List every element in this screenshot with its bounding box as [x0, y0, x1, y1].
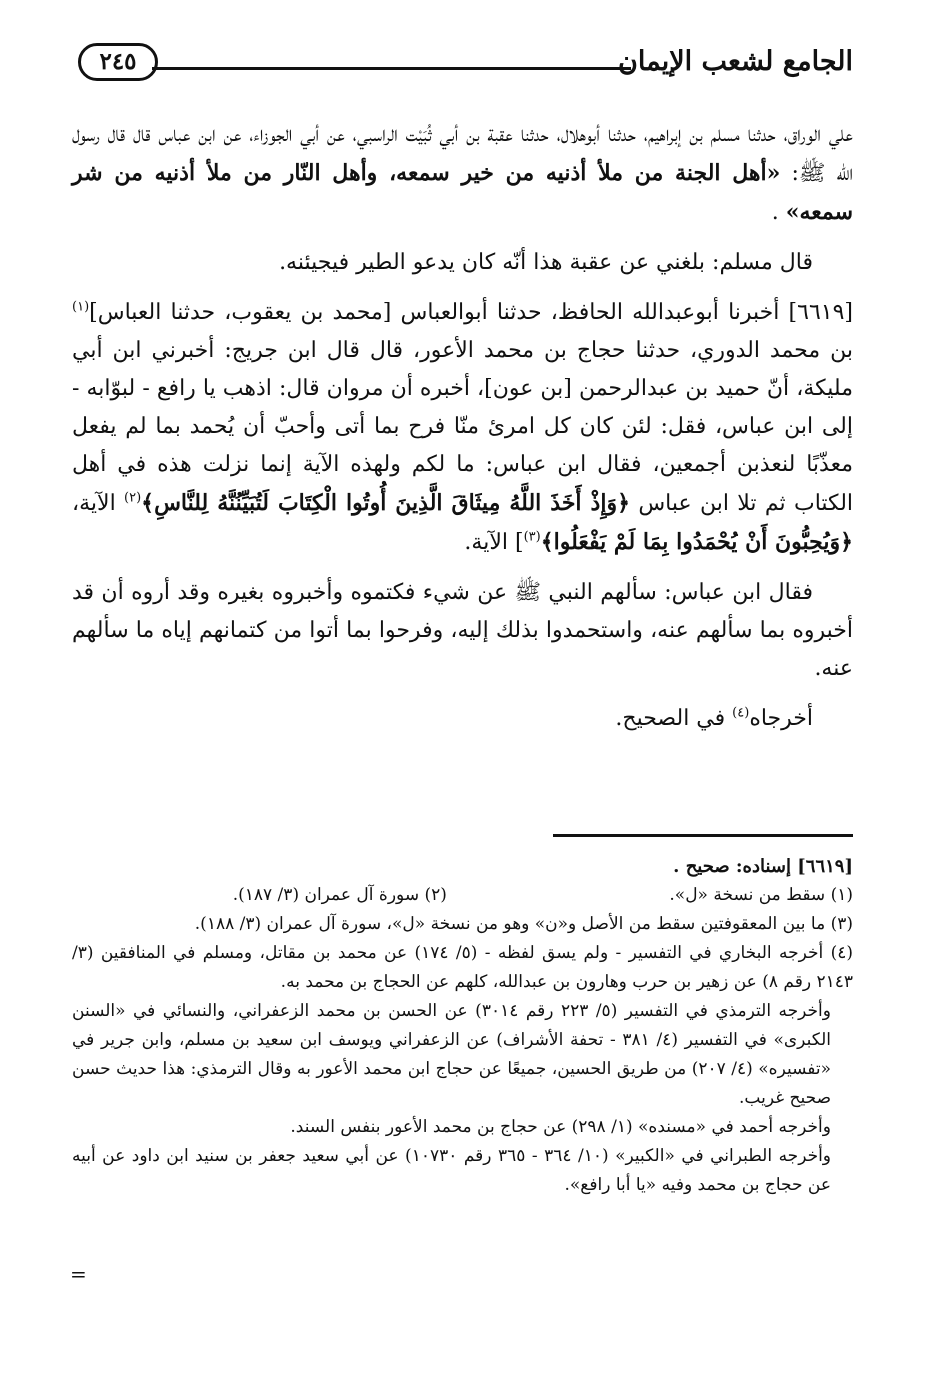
footnote-separator — [553, 834, 853, 837]
paragraph-end: . — [771, 200, 786, 225]
quran-verse-187: ﴿وَإِذْ أَخَذَ اللَّهُ مِيثَاقَ الَّذِينَ أُوتُوا الْكِتَابَ لَتُبَيِّنُنَّهُ لِلنَّاسِ﴾ — [141, 490, 630, 516]
footnote-ref-1[interactable]: (١) — [72, 299, 90, 315]
paragraph-hadith-isnad — [72, 116, 853, 232]
quran-verse-188: ﴿وَيُحِبُّونَ أَنْ يُحْمَدُوا بِمَا لَمْ يَفْعَلُوا﴾ — [540, 529, 853, 555]
footnote-2: (٢) سورة آل عمران (٣/ ١٨٧). — [232, 885, 447, 905]
footnote-ref-2[interactable]: (٢) — [124, 490, 142, 506]
continuation-mark: = — [70, 1262, 87, 1286]
verse-end: ] الآية. — [464, 530, 524, 555]
isnad-text: علي الوراق، حدثنا مسلم بن إبراهيم، حدثنا أبوهلال، حدثنا عقبة بن أبي ثُبَيْت الراسبي، عن أبي الجوزاء، عن ابن عباس قال قال رسول الله ﷺ: — [72, 122, 853, 186]
hadith-narration: بن محمد الدوري، حدثنا حجاج بن محمد الأعور، قال قال ابن جريج: أخبرني ابن أبي مليكة، أنّ حميد بن عبدالرحمن [بن عون]، أخبره أن مروان قال: اذهب يا رافع - لبوّابه - إلى ابن عباس، فقل: لئن كان كل امرئ منّا فرح بما أتى وأحبّ أن يُحمد بما لم يفعل معذّبًا لنعذبن أجمعين، فقال ابن عباس: ما لكم ولهذه الآية إنما نزلت هذه في أهل الكتاب ثم تلا ابن عباس — [72, 338, 854, 516]
footnote-4-tabarani: وأخرجه الطبراني في «الكبير» (١٠/ ٣٦٤ - ٣٦٥ رقم ١٠٧٣٠) عن أبي سعيد جعفر بن سنيد ابن داود عن أبيه عن حجاج بن محمد وفيه «يا أبا رافع». — [72, 1146, 832, 1195]
paragraph-muslim-comment: قال مسلم: بلغني عن عقبة هذا أنّه كان يدعو الطير فيجيئنه. — [279, 250, 813, 275]
footnote-isnad-grade: [٦٦١٩] إسناده: صحيح . — [673, 856, 853, 877]
footnote-1: (١) سقط من نسخة «ل». — [669, 885, 853, 905]
footnote-ref-4[interactable]: (٤) — [732, 705, 750, 721]
hadith-number-isnad: [٦٦١٩] أخبرنا أبوعبدالله الحافظ، حدثنا أبوالعباس [محمد بن يعقوب، حدثنا العباس] — [89, 300, 853, 325]
page-number: ٢٤٥ — [78, 43, 158, 81]
paragraph-ibn-abbas: فقال ابن عباس: سألهم النبي ﷺ عن شيء فكتموه وأخبروه بغيره وقد أروه أن قد أخبروه بما سألهم عنه، واستحمدوا بذلك إليه، وفرحوا بما أتوا من كتمانهم إياه ما سألهم عنه. — [72, 580, 853, 681]
footnotes — [72, 852, 853, 1200]
header-rule — [152, 67, 631, 70]
takhrij-end: في الصحيح. — [615, 706, 733, 731]
takhrij-text: أخرجاه — [749, 706, 813, 731]
footnote-4-ahmad: وأخرجه أحمد في «مسنده» (١/ ٢٩٨) عن حجاج بن محمد الأعور بنفس السند. — [290, 1117, 831, 1137]
paragraph-hadith-6619 — [72, 294, 853, 562]
footnote-3: (٣) ما بين المعقوفتين سقط من الأصل و«ن» وهو من نسخة «ل»، سورة آل عمران (٣/ ١٨٨). — [194, 914, 853, 934]
running-title: الجامع لشعب الإيمان — [618, 46, 853, 77]
footnote-4: (٤) أخرجه البخاري في التفسير - ولم يسق لفظه - (٥/ ١٧٤) عن محمد بن مقاتل، ومسلم في المنافقين (٣/ ٢١٤٣ رقم ٨) عن زهير بن حرب وهارون بن عبدالله، كلهم عن الحجاج بن محمد به. — [72, 943, 853, 992]
footnote-ref-3[interactable]: (٣) — [523, 529, 541, 545]
paragraph-takhrij — [72, 700, 853, 738]
footnote-4-tirmidhi: وأخرجه الترمذي في التفسير (٥/ ٢٢٣ رقم ٣٠١٤) عن الحسن بن محمد الزعفراني، والنسائي في «السنن الكبرى» في التفسير (٤/ ٣٨١ - تحفة الأشراف) عن الزعفراني ويوسف ابن سعيد بن مسلم، وابن جرير في «تفسيره» (٤/ ٢٠٧) من طريق الحسين، جميعًا عن حجاج ابن محمد الأعور به وقال الترمذي: هذا حديث حسن صحيح غريب. — [72, 1001, 831, 1108]
hadith-text: «أهل الجنة من ملأ أذنيه من خير سمعه، وأهل النّار من ملأ أذنيه من شر سمعه» — [72, 160, 853, 225]
main-text — [72, 116, 853, 750]
page-header — [72, 40, 853, 86]
footnote-row — [72, 881, 853, 910]
verse-connector: الآية، — [72, 491, 125, 516]
